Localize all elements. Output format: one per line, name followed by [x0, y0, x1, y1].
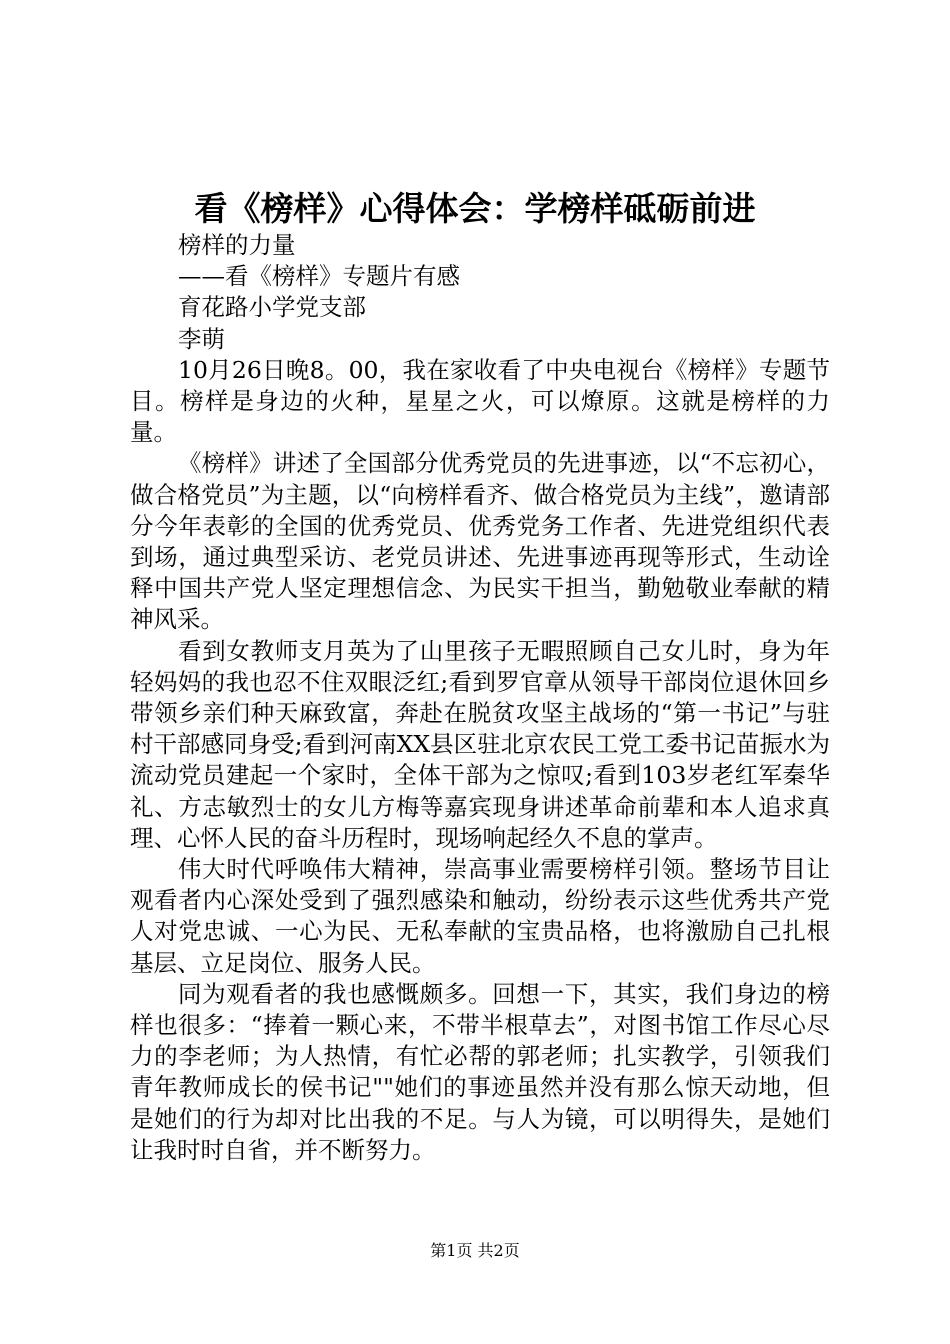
paragraph: 伟大时代呼唤伟大精神，崇高事业需要榜样引领。整场节目让观看者内心深处受到了强烈感染和触动，纷纷表示这些优秀共产党人对党忠诚、一心为民、无私奉献的宝贵品格，也将激励自己扎根基层、立足岗位、服务人民。	[130, 855, 830, 977]
subtitle-line: ——看《榜样》专题片有感	[178, 262, 460, 291]
author-organization: 育花路小学党支部	[178, 293, 366, 322]
subtitle-line: 榜样的力量	[178, 231, 296, 259]
paragraph: 《榜样》讲述了全国部分优秀党员的先进事迹，以“不忘初心，做合格党员”为主题，以“向榜样看齐、做合格党员为主线”，邀请部分今年表彰的全国的优秀党员、优秀党务工作者、先进党组织代表到场，通过典型采访、老党员讲述、先进事迹再现等形式，生动诠释中国共产党人坚定理想信念、为民实干担当，勤勉敬业奉献的精神风采。	[130, 449, 830, 634]
paragraph: 看到女教师支月英为了山里孩子无暇照顾自己女儿时，身为年轻妈妈的我也忍不住双眼泛红;看到罗官章从领导干部岗位退休回乡带领乡亲们种天麻致富，奔赴在脱贫攻坚主战场的“第一书记”与驻村干部感同身受;看到河南XX县区驻北京农民工党工委书记苗振水为流动党员建起一个家时，全体干部为之惊叹;看到103岁老红军秦华礼、方志敏烈士的女儿方梅等嘉宾现身讲述革命前辈和本人追求真理、心怀人民的奋斗历程时，现场响起经久不息的掌声。	[130, 636, 830, 852]
author-name: 李萌	[178, 324, 225, 353]
document-body	[130, 230, 830, 1166]
document-title: 看《榜样》心得体会：学榜样砥砺前进	[194, 189, 756, 228]
paragraph: 10月26日晚8。00，我在家收看了中央电视台《榜样》专题节目。榜样是身边的火种，星星之火，可以燎原。这就是榜样的力量。	[130, 355, 830, 447]
paragraph: 同为观看者的我也感慨颇多。回想一下，其实，我们身边的榜样也很多：“捧着一颗心来，不带半根草去”，对图书馆工作尽心尽力的李老师；为人热情，有忙必帮的郭老师；扎实教学，引领我们青年教师成长的侯书记""她们的事迹虽然并没有那么惊天动地，但是她们的行为却对比出我的不足。与人为镜，可以明得失，是她们让我时时自省，并不断努力。	[130, 979, 830, 1164]
page-footer: 第1页 共2页	[430, 1241, 520, 1260]
